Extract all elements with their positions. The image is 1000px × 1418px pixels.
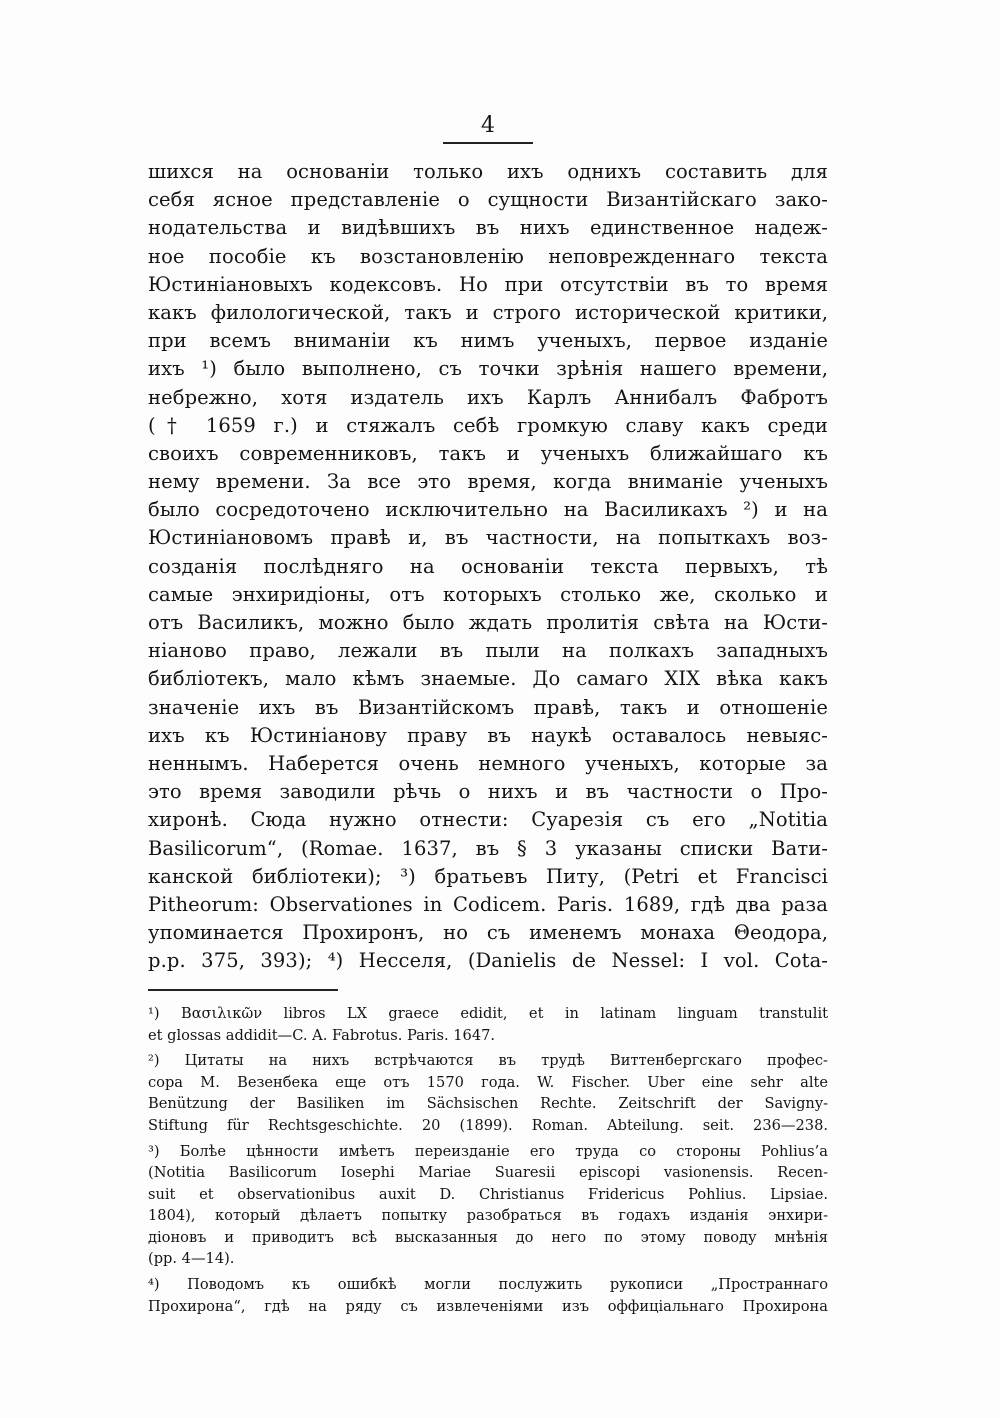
body-line: ніаново право, лежали въ пыли на полкахъ западныхъ <box>148 639 828 663</box>
body-line: упоминается Прохиронъ, но съ именемъ монаха Θеодора, <box>148 921 828 945</box>
footnote-line: et glossas addidit—C. A. Fabrotus. Paris. 1647. <box>148 1026 496 1044</box>
body-line: Юстиніановыхъ кодексовъ. Но при отсутствіи въ то время <box>148 272 828 296</box>
body-line: канской библіотеки); ³) братьевъ Питу, (Petri et Francisci <box>148 864 828 888</box>
body-line: нодательства и видѣвшихъ въ нихъ единственное надеж- <box>148 216 828 240</box>
footnote-line: Stiftung für Rechtsgeschichte. 20 (1899). Roman. Abteilung. seit. 236—238. <box>148 1116 828 1134</box>
body-line: созданія послѣдняго на основаніи текста первыхъ, тѣ <box>148 554 828 578</box>
body-line: Basilicorum“, (Romae. 1637, въ § 3 указаны списки Вати- <box>148 836 828 860</box>
body-line: при всемъ вниманіи къ нимъ ученыхъ, первое изданіе <box>148 329 828 353</box>
footnote-line: (pp. 4—14). <box>148 1250 235 1268</box>
body-line: († 1659 г.) и стяжалъ себѣ громкую славу какъ среди <box>148 413 828 437</box>
body-line: Pitheorum: Observationes in Codicem. Paris. 1689, гдѣ два раза <box>148 892 828 916</box>
footnote-3 <box>148 1141 828 1271</box>
body-line: какъ филологической, такъ и строго исторической критики, <box>148 300 828 324</box>
footnote-2 <box>148 1050 828 1136</box>
body-line: небрежно, хотя издатель ихъ Карлъ Аннибалъ Фабротъ <box>148 385 828 409</box>
footnote-line: сора М. Везенбека еще отъ 1570 года. W. Fischer. Uber eine sehr alte <box>148 1073 828 1091</box>
body-line: р.р. 375, 393); ⁴) Несселя, (Danielis de Nessel: I vol. Cota- <box>148 949 828 973</box>
footnote-line: 1804), который дѣлаетъ попытку разобраться въ годахъ изданія энхири- <box>148 1207 828 1225</box>
body-line: хиронѣ. Сюда нужно отнести: Суарезія съ его „Notitia <box>148 808 828 832</box>
footnote-line: Benützung der Basiliken im Sächsischen Rechte. Zeitschrift der Savigny- <box>148 1095 828 1113</box>
page-number: 4 <box>481 113 495 138</box>
body-line: Юстиніановомъ правѣ и, въ частности, на попыткахъ воз- <box>148 526 828 550</box>
body-line: неннымъ. Наберется очень немного ученыхъ, которые за <box>148 751 828 775</box>
footnote-line: ⁴) Поводомъ къ ошибкѣ могли послужить рукописи „Пространнаго <box>148 1276 828 1294</box>
footnote-separator <box>148 989 338 991</box>
body-line: значеніе ихъ въ Византійскомъ правѣ, такъ и отношеніе <box>148 695 828 719</box>
footnote-line: Прохирона“, гдѣ на ряду съ извлеченіями изъ оффиціальнаго Прохирона <box>148 1297 828 1315</box>
body-line: ное пособіе къ возстановленію неповрежденнаго текста <box>148 244 828 268</box>
document-page <box>148 112 828 1317</box>
main-text <box>148 158 828 975</box>
body-line: нему времени. За все это время, когда вниманіе ученыхъ <box>148 470 828 494</box>
body-line: ихъ къ Юстиніанову праву въ наукѣ оставалось невыяс- <box>148 723 828 747</box>
footnote-line: suit et observationibus auxit D. Christianus Fridericus Pohlius. Lipsiae. <box>148 1185 828 1203</box>
footnote-line: ¹) Βασιλικῶν libros LX graece edidit, et in latinam linguam transtulit <box>148 1004 828 1022</box>
body-line: самые энхиридіоны, отъ которыхъ столько же, сколько и <box>148 582 828 606</box>
footnote-1 <box>148 1003 828 1046</box>
footnotes <box>148 1003 828 1317</box>
body-line: ихъ ¹) было выполнено, съ точки зрѣнія нашего времени, <box>148 357 828 381</box>
footnote-line: (Notitia Basilicorum Iosephi Mariae Suaresii episcopi vasionensis. Recen- <box>148 1164 828 1182</box>
body-line: отъ Василикъ, можно было ждать пролитія свѣта на Юсти- <box>148 611 828 634</box>
footnote-line: діоновъ и приводитъ всѣ высказанныя до него по этому поводу мнѣнія <box>148 1228 828 1246</box>
footnote-line: ²) Цитаты на нихъ встрѣчаются въ трудѣ Виттенбергскаго профес- <box>148 1052 828 1070</box>
body-line: библіотекъ, мало кѣмъ знаемые. До самаго XIX вѣка какъ <box>148 667 828 691</box>
body-line: шихся на основаніи только ихъ однихъ составить для <box>148 160 828 183</box>
body-line: себя ясное представленіе о сущности Византійскаго зако- <box>148 188 828 212</box>
footnote-4 <box>148 1274 828 1317</box>
body-line: это время заводили рѣчь о нихъ и въ частности о Про- <box>148 780 828 804</box>
body-line: своихъ современниковъ, такъ и ученыхъ ближайшаго къ <box>148 441 828 465</box>
body-line: было сосредоточено исключительно на Василикахъ ²) и на <box>148 498 828 522</box>
page-number-underline <box>443 142 533 144</box>
footnote-line: ³) Болѣе цѣнности имѣетъ переизданіе его труда со стороны Pohlius’a <box>148 1142 828 1160</box>
